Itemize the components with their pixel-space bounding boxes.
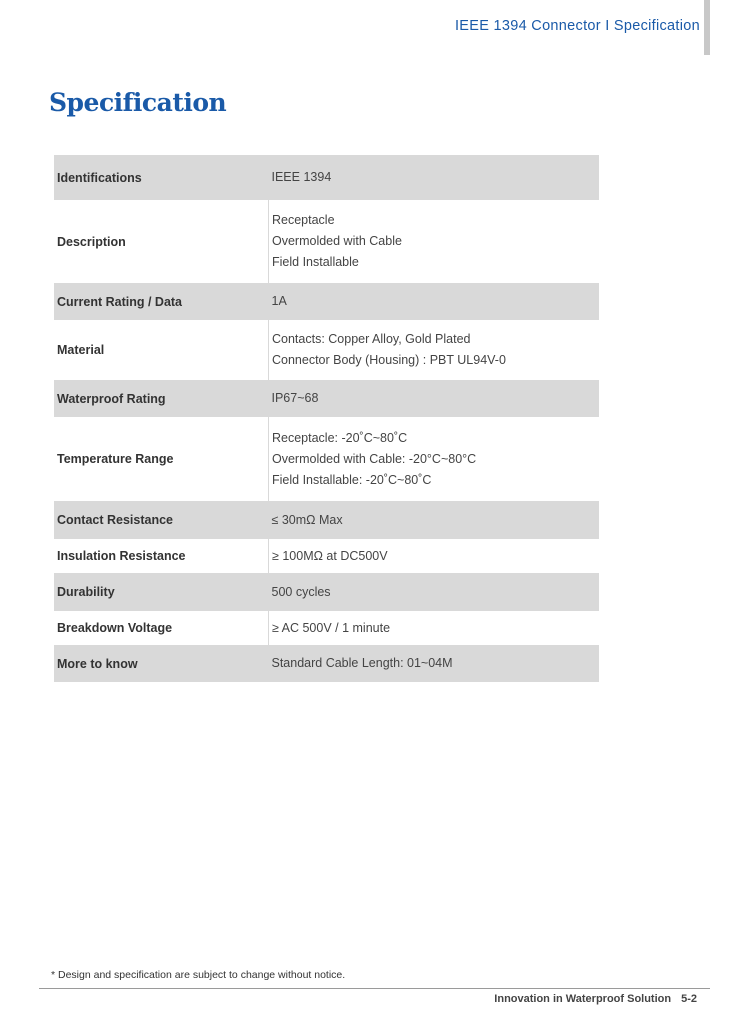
table-row — [54, 539, 599, 573]
footer-divider — [39, 988, 710, 989]
value-line: 1A — [271, 294, 287, 308]
value-line: Receptacle: -20˚C~80˚C — [272, 430, 408, 445]
row-value — [269, 200, 600, 283]
row-label: More to know — [54, 645, 269, 682]
row-label: Temperature Range — [57, 452, 174, 466]
table-row — [54, 380, 599, 417]
row-value — [269, 155, 600, 200]
table-row — [54, 320, 599, 380]
table-row — [54, 200, 599, 283]
row-value — [269, 645, 600, 682]
value-line: Overmolded with Cable: -20°C~80°C — [272, 451, 477, 466]
row-label: Contact Resistance — [54, 501, 269, 539]
page-title: Specification — [49, 88, 227, 117]
value-line: ≥ 100MΩ at DC500V — [272, 548, 388, 563]
value-line: IP67~68 — [271, 391, 319, 405]
value-line: Field Installable — [272, 255, 359, 269]
footer-tagline: Innovation in Waterproof Solution — [494, 993, 672, 1005]
table-row — [54, 611, 599, 645]
row-value — [269, 573, 600, 611]
table-row — [54, 283, 599, 320]
table-row — [54, 155, 599, 200]
footnote: * Design and specification are subject to change without notice. — [51, 969, 346, 981]
value-line: IEEE 1394 — [271, 170, 332, 184]
spec-table — [54, 155, 599, 682]
page-number: 5-2 — [681, 993, 697, 1005]
table-row — [54, 645, 599, 682]
row-label: Current Rating / Data — [54, 283, 269, 320]
row-value — [269, 417, 600, 501]
table-row — [54, 417, 599, 501]
value-line: 500 cycles — [271, 584, 331, 599]
row-value — [269, 501, 600, 539]
row-value — [269, 320, 600, 380]
value-line: ≥ AC 500V / 1 minute — [272, 620, 391, 635]
value-line: Receptacle — [272, 213, 335, 227]
row-label: Durability — [54, 573, 269, 611]
row-label: Identifications — [54, 155, 269, 200]
table-row — [54, 501, 599, 539]
row-value — [269, 611, 600, 645]
table-row — [54, 573, 599, 611]
running-header: IEEE 1394 Connector I Specification — [454, 18, 700, 34]
row-label: Insulation Resistance — [57, 549, 186, 563]
row-label: Waterproof Rating — [54, 380, 269, 417]
value-line: Standard Cable Length: 01~04M — [271, 656, 453, 670]
row-value — [269, 380, 600, 417]
value-line: Connector Body (Housing) : PBT UL94V-0 — [272, 353, 506, 367]
row-value — [269, 539, 600, 573]
row-label: Breakdown Voltage — [57, 621, 173, 635]
value-line: ≤ 30mΩ Max — [271, 512, 343, 527]
row-value — [269, 283, 600, 320]
value-line: Contacts: Copper Alloy, Gold Plated — [272, 332, 471, 346]
page-footer — [494, 993, 697, 1005]
row-label: Material — [57, 343, 105, 357]
header-accent-bar — [704, 0, 710, 55]
row-label: Description — [57, 234, 126, 249]
value-line: Field Installable: -20˚C~80˚C — [272, 472, 432, 487]
value-line: Overmolded with Cable — [272, 234, 402, 248]
